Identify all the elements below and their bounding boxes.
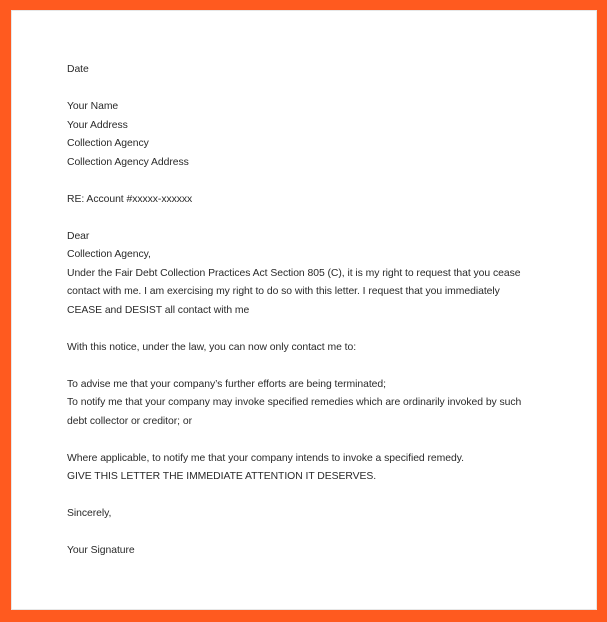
closing: Sincerely, (67, 508, 112, 519)
spacer (67, 172, 567, 191)
paragraph-1-line: contact with me. I am exercising my right to do so with this letter. I request that you immediately (67, 286, 500, 297)
spacer (67, 209, 567, 228)
date-line: Date (67, 64, 89, 75)
signature: Your Signature (67, 545, 135, 556)
re-line: RE: Account #xxxxx-xxxxxx (67, 193, 193, 205)
spacer (67, 320, 567, 339)
paragraph-3-line: Where applicable, to notify me that your company intends to invoke a specified remedy. (67, 452, 464, 464)
sender-address: Your Address (67, 119, 128, 131)
recipient-agency: Collection Agency (67, 138, 149, 149)
list-item: debt collector or creditor; or (67, 415, 192, 427)
list-item: To advise me that your company’s further efforts are being terminated; (67, 378, 386, 390)
spacer (67, 357, 567, 376)
paragraph-1-line: CEASE and DESIST all contact with me (67, 304, 250, 316)
letter-page (11, 10, 597, 610)
paragraph-1-line: Under the Fair Debt Collection Practices Act Section 805 (C), it is my right to request that you cease (67, 267, 521, 279)
list-item: To notify me that your company may invoke specified remedies which are ordinarily invoked by such (67, 397, 522, 408)
spacer (67, 431, 567, 450)
salutation-name: Collection Agency, (67, 249, 151, 260)
recipient-address: Collection Agency Address (67, 156, 189, 168)
spacer (67, 80, 567, 99)
salutation: Dear (67, 230, 90, 242)
sender-name: Your Name (67, 101, 119, 112)
letter-body (67, 61, 567, 561)
paragraph-2: With this notice, under the law, you can now only contact me to: (67, 341, 357, 353)
spacer (67, 487, 567, 506)
spacer (67, 524, 567, 543)
paragraph-3-line: GIVE THIS LETTER THE IMMEDIATE ATTENTION IT DESERVES. (67, 471, 377, 482)
